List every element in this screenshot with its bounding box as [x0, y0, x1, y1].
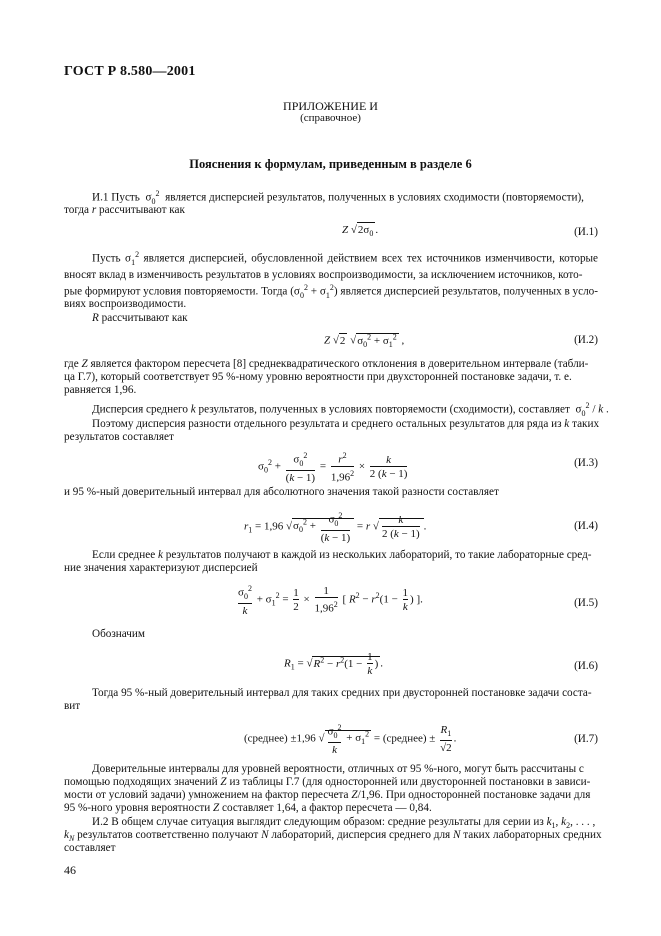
paragraph-11-line-3: мости от условий задачи) умножением на фактор пересчета Z/1,96. При односторонней постановке задачи для	[64, 789, 591, 801]
equation-3-number: (И.3)	[574, 457, 598, 469]
equation-1-number: (И.1)	[574, 226, 598, 238]
paragraph-8-line-1: Если среднее k результатов получают в каждой из нескольких лабораторий, то такие лабораторные сред-	[92, 549, 592, 561]
equation-3: $\sigma_0^2$ + $\frac{\sigma_0^2}{(k - 1)}$ = $\frac{r^2}{1,96^2}$ × $\frac{k}{2 (k - 1)}$	[258, 451, 408, 484]
paragraph-3: R рассчитывают как	[92, 312, 188, 324]
paragraph-11-line-4: 95 %-ного уровня вероятности Z составляет 1,64, а фактор пересчета — 0,84.	[64, 802, 432, 814]
paragraph-10-line-2: вит	[64, 700, 81, 712]
equation-2-number: (И.2)	[574, 334, 598, 346]
paragraph-4-line-2: ца Г.7), который соответствует 95 %-ному уровню вероятности при двухсторонней постановке задачи, т. е.	[64, 371, 572, 383]
document-header: ГОСТ Р 8.580—2001	[64, 64, 196, 79]
equation-1: Z $√2\sigma_0$ .	[342, 224, 379, 239]
paragraph-10-line-1: Тогда 95 %-ный доверительный интервал для таких средних при двусторонней постановке задачи соста-	[92, 687, 592, 699]
equation-5: $\frac{\sigma_0^2}{k}$ + $\sigma_1^2$ = $\frac{1}{2}$ × $\frac{1}{1,96^2}$ [ $R^2 - r^2(1$ − $\frac{1}{k}$ ) ].	[238, 584, 423, 617]
paragraph-11-line-1: Доверительные интервалы для уровней вероятности, отличных от 95 %-ного, могут быть рассчитаны с	[92, 763, 584, 775]
paragraph-4-line-1: где Z является фактором пересчета [8] среднеквадратического отклонения в доверительном интервале (табли-	[64, 358, 589, 370]
equation-5-number: (И.5)	[574, 597, 598, 609]
paragraph-2: Пусть $\sigma_1^2$ является дисперсией, обусловленной действием всех тех источников изменчивости, которые вносят вклад в изменчивость результатов в условиях воспроизводимости, за исключением источников, кото-	[64, 250, 599, 282]
paragraph-2-line-3: рые формируют условия повторяемости. Тогда $(\sigma_0^2 + \sigma_1^2)$ является дисперсией результатов, полученных в усло-	[64, 283, 599, 300]
paragraph-12-line-3: составляет	[64, 842, 116, 854]
equation-7-number: (И.7)	[574, 733, 598, 745]
section-title: Пояснения к формулам, приведенным в разделе 6	[189, 157, 472, 171]
paragraph-12-line-2: $k_N$ результатов соответственно получают N лабораторий, дисперсия среднего для N таких лабораторных средних	[64, 829, 602, 844]
equation-2: Z √2 $√\sigma_0^2 + \sigma_1^2$ ,	[324, 332, 405, 349]
paragraph-4-line-3: равняется 1,96.	[64, 384, 137, 396]
paragraph-7: и 95 %-ный доверительный интервал для абсолютного значения такой разности составляет	[64, 486, 499, 498]
paragraph-12-line-1: И.2 В общем случае ситуация выглядит следующим образом: средние результаты для серии из $k_1$, $k_2$, . . . ,	[92, 816, 596, 831]
paragraph-11-line-2: помощью подходящих значений Z из таблицы Г.7 (для односторонней или двусторонней постановки в зависи-	[64, 776, 591, 788]
paragraph-9: Обозначим	[92, 628, 145, 640]
equation-6: $R_1 = √R^2 - r^2(1$ − $\frac{1}{k}$ ) .	[284, 651, 384, 677]
equation-4: $r_1 = 1,96$ $√\sigma_0^2$ + $\frac{\sigma_0^2}{(k - 1)}$ = r √ $\frac{k}{2 (k - 1)}$ .	[244, 511, 427, 544]
equation-4-number: (И.4)	[574, 520, 598, 532]
equation-7: (среднее) ±1,96 √ $\frac{\sigma_0^2}{k}$ + $\sigma_1^2$ = (среднее) ± $\frac{R_1}{√2}$ .	[244, 723, 457, 756]
appendix-subtitle: (справочное)	[300, 112, 361, 124]
paragraph-1-line-1: И.1 Пусть $\sigma_0^2$ является дисперсией результатов, полученных в условиях сходимости (повторяемости),	[92, 189, 584, 206]
paragraph-8-line-2: ние значения характеризуют дисперсией	[64, 562, 258, 574]
paragraph-1-line-2: тогда r рассчитывают как	[64, 204, 185, 216]
paragraph-5: Дисперсия среднего k результатов, полученных в условиях повторяемости (сходимости), составляет $\sigma_0^2$ / k .	[92, 401, 609, 418]
paragraph-6-line-1: Поэтому дисперсия разности отдельного результата и среднего остальных результатов для ряда из k таких	[92, 418, 600, 430]
appendix-title: ПРИЛОЖЕНИЕ И	[283, 99, 378, 113]
page-number: 46	[64, 863, 76, 877]
paragraph-6-line-2: результатов составляет	[64, 431, 174, 443]
equation-6-number: (И.6)	[574, 660, 598, 672]
paragraph-2-line-4: виях воспроизводимости.	[64, 298, 187, 310]
